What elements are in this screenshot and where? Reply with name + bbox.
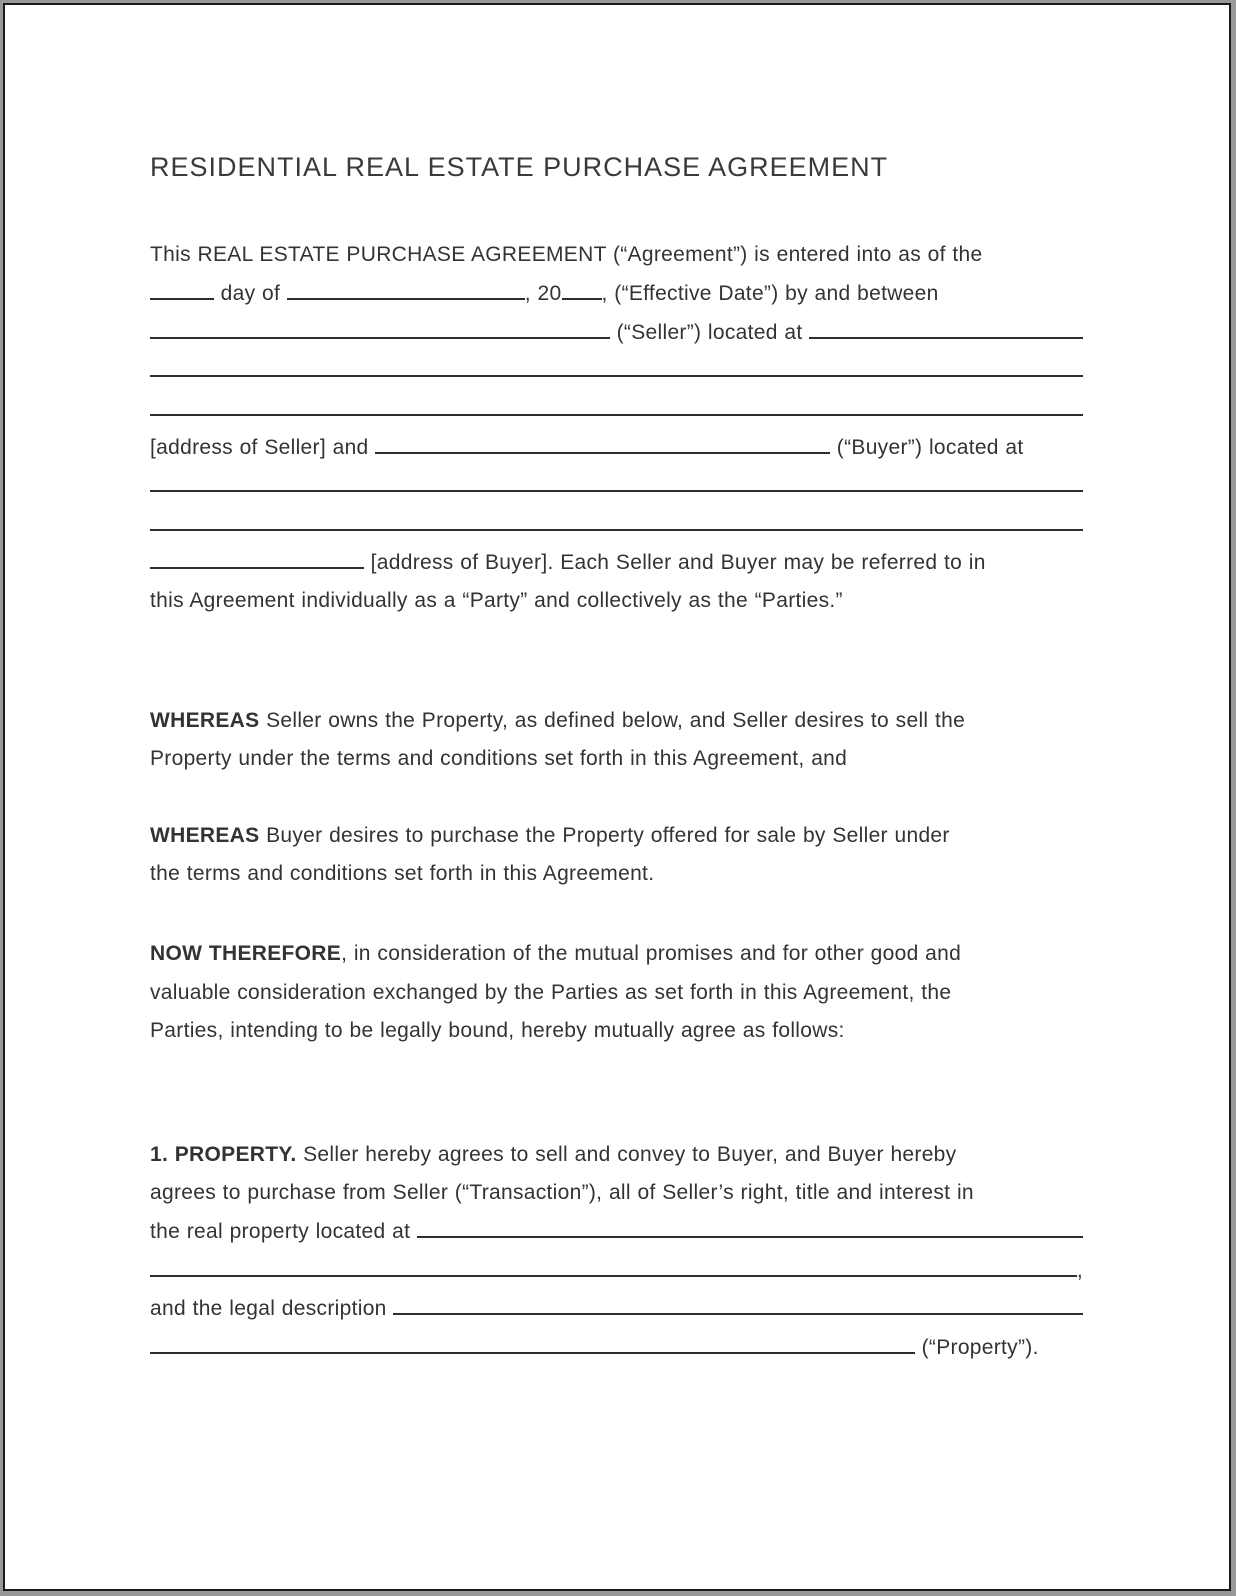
form-line <box>150 313 1083 351</box>
blank-field <box>417 1212 1083 1238</box>
bold-text-run: 1. PROPERTY. <box>150 1142 297 1166</box>
blank-field <box>150 274 214 300</box>
form-line <box>150 351 1083 389</box>
text-run: This REAL ESTATE PURCHASE AGREEMENT (“Agreement”) is entered into as of the <box>150 243 983 266</box>
text-run: , <box>1076 1258 1083 1282</box>
blank-field <box>287 274 525 300</box>
text-run: Seller owns the Property, as defined below, and Seller desires to sell the <box>259 708 966 732</box>
form-line <box>150 935 1083 973</box>
form-line <box>150 505 1083 543</box>
form-line <box>150 274 1083 312</box>
form-line <box>150 702 1083 740</box>
form-line <box>150 1136 1083 1174</box>
bold-text-run: WHEREAS <box>150 708 260 732</box>
blank-field <box>150 466 1083 492</box>
text-run: , (“Effective Date”) by and between <box>601 282 939 306</box>
bold-text-run: NOW THEREFORE <box>150 942 342 966</box>
form-line <box>150 582 1083 620</box>
paragraph-intro <box>150 236 1083 620</box>
form-line <box>150 1012 1083 1050</box>
form-line <box>150 1174 1083 1212</box>
blank-field <box>150 505 1083 531</box>
form-line <box>150 466 1083 504</box>
paragraph-whereas_buyer <box>150 817 1083 894</box>
text-run: , in consideration of the mutual promises and for other good and <box>341 942 962 966</box>
blank-field <box>150 1328 915 1354</box>
form-line <box>150 543 1083 581</box>
blank-field <box>150 351 1083 377</box>
text-run: day of <box>214 282 287 306</box>
text-run: agrees to purchase from Seller (“Transaction”), all of Seller’s right, title and interest in <box>150 1181 974 1205</box>
paragraph-now_therefore <box>150 935 1083 1050</box>
form-line <box>150 974 1083 1012</box>
form-line <box>150 1251 1083 1289</box>
document-title: RESIDENTIAL REAL ESTATE PURCHASE AGREEMENT <box>150 152 889 182</box>
text-run: (“Seller”) located at <box>610 320 810 344</box>
paragraph-whereas_seller <box>150 702 1083 779</box>
blank-field <box>562 274 602 300</box>
form-line <box>150 855 1083 893</box>
document-content <box>150 5 1083 1366</box>
form-line <box>150 428 1083 466</box>
text-run: valuable consideration exchanged by the Parties as set forth in this Agreement, the <box>150 980 952 1004</box>
blank-field <box>150 1251 1077 1277</box>
form-line <box>150 740 1083 778</box>
form-line <box>150 1328 1083 1366</box>
form-line <box>150 1289 1083 1327</box>
text-run: , 20 <box>524 282 562 306</box>
document-page <box>3 3 1231 1591</box>
text-run: the real property located at <box>150 1220 417 1244</box>
blank-field <box>150 390 1083 416</box>
text-run: the terms and conditions set forth in this Agreement. <box>150 862 655 886</box>
blank-field <box>150 543 364 569</box>
text-run: Seller hereby agrees to sell and convey to Buyer, and Buyer hereby <box>296 1142 957 1166</box>
blank-field <box>375 428 830 454</box>
text-run: [address of Buyer]. Each Seller and Buyer may be referred to in <box>364 551 986 575</box>
text-run: Property under the terms and conditions set forth in this Agreement, and <box>150 747 848 771</box>
text-run: this Agreement individually as a “Party” and collectively as the “Parties.” <box>150 588 843 612</box>
blank-field <box>393 1289 1083 1315</box>
form-line <box>150 817 1083 855</box>
form-line <box>150 390 1083 428</box>
text-run: Parties, intending to be legally bound, hereby mutually agree as follows: <box>150 1019 845 1043</box>
text-run: [address of Seller] and <box>150 435 376 459</box>
blank-field <box>809 313 1083 339</box>
document-body <box>150 236 1083 1366</box>
bold-text-run: WHEREAS <box>150 823 260 847</box>
form-line <box>150 236 1083 274</box>
text-run: (“Property”). <box>915 1335 1039 1359</box>
form-line <box>150 1212 1083 1250</box>
text-run: Buyer desires to purchase the Property offered for sale by Seller under <box>259 823 950 847</box>
blank-field <box>150 313 610 339</box>
paragraph-property <box>150 1136 1083 1366</box>
text-run: (“Buyer”) located at <box>830 435 1024 459</box>
text-run: and the legal description <box>150 1297 394 1321</box>
